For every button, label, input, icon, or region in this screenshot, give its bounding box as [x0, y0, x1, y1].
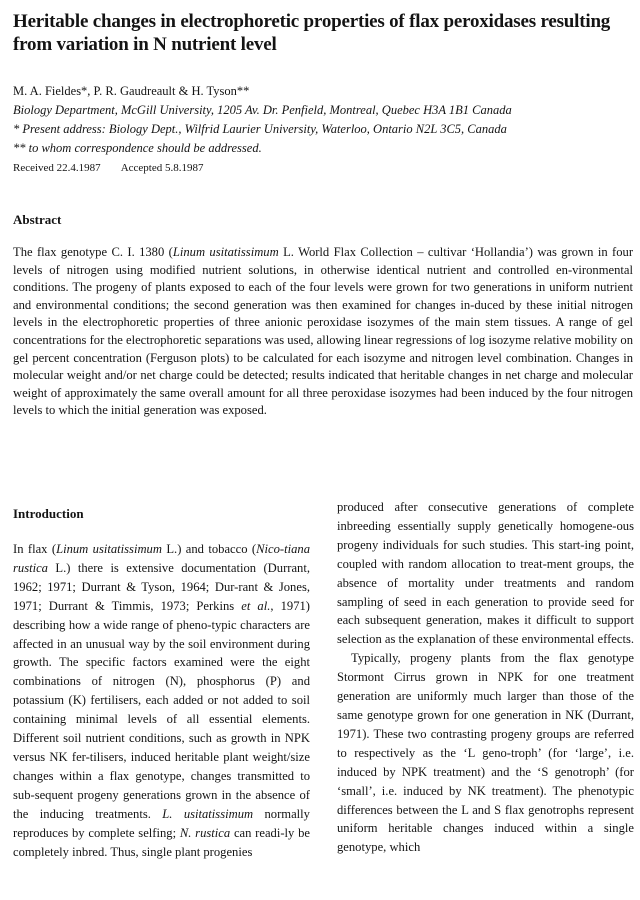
abstract-text: The flax genotype C. I. 1380 (Linum usitatissimum L. World Flax Collection – cultivar ‘Hollandia’) was grown in four levels of nitrogen using modified nutrient solutions, in otherwise identical nutrient and controlled en-vironmental conditions. The progeny of plants exposed to each of the four levels were grown for two generations in uniform nutrient and environmental conditions; the second generation was then examined for changes in-duced by these initial nitrogen levels in the electrophoretic properties of three anionic peroxidase isozymes of the main stem tissues. A range of gel concentrations for the electrophoretic separations was used, allowing linear regressions of log isozyme relative mobility on gel percent concentration (Ferguson plots) to be calculated for each isozyme and nitrogen level combination. Changes in molecular weight and/or net charge could be detected; results indicated that heritable changes in net charge and molecular weight of approximately the same overall amount for all three peroxidase isozymes had been induced by the four nitrogen levels to which the initial generation was exposed.	[13, 245, 634, 418]
introduction-heading: Introduction	[13, 506, 84, 521]
present-address: * Present address: Biology Dept., Wilfrid Laurier University, Waterloo, Ontario N2L 3C5, Canada	[13, 122, 507, 136]
article-title: Heritable changes in electrophoretic properties of flax peroxidases resulting from variation in N nutrient level	[13, 11, 611, 55]
introduction-paragraph: In flax (Linum usitatissimum L.) and tobacco (Nico-tiana rustica L.) there is extensive documentation (Durrant, 1962; 1971; Durrant & Tyson, 1964; Dur-rant & Jones, 1971; Durrant & Timmis, 1973; Perkins et al., 1971) describing how a wide range of pheno-typic characters are affected in an unusual way by the soil environment during growth. The specific factors examined were the eight combinations of nitrogen (N), phosphorus (P) and potassium (K) fertilisers, each added or not added to soil containing minimal levels of all essential elements. Different soil nutrient conditions, such as growth in NPK versus NK fer-tilisers, induced heritable plant weight/size changes within a flax genotype, changes transmitted to sub-sequent progeny generations grown in the absence of the inducing treatments. L. usitatissimum normally reproduces by complete selfing; N. rustica can readi-ly be completely inbred. Thus, single plant progenies	[13, 542, 311, 859]
abstract-heading: Abstract	[13, 212, 62, 227]
accepted-date: Accepted 5.8.1987	[120, 162, 204, 174]
submission-dates	[13, 160, 413, 176]
correspondence-note: ** to whom correspondence should be addressed.	[13, 141, 262, 155]
introduction-column-left	[13, 540, 310, 861]
introduction-paragraph: produced after consecutive generations of complete inbreeding essentially supply genetically homogene-ous progeny individuals for such studies. This start-ing point, coupled with random allocation to treat-ment groups, the absence of mortality under treatments and random sampling of seed in each generation to provide seed for each subsequent generation, makes it difficult to support selection as the explanation of these environmental effects.	[337, 500, 635, 647]
introduction-column-right	[337, 498, 634, 857]
introduction-paragraph: Typically, progeny plants from the flax genotype Stormont Cirrus grown in NPK for one treatment generation are uniformly much larger than those of the same genotype grown for one generation in NK (Durrant, 1971). These two contrasting progeny groups are referred to respectively as the ‘L geno-troph’ (for ‘large’, i.e. induced by NPK treatment) and the ‘S genotroph’ (for ‘small’, i.e. induced by NK treatment). The phenotypic differences between the L and S flax genotrophs represent uniform heritable changes induced within a single genotype, which	[337, 651, 634, 855]
author-list: M. A. Fieldes*, P. R. Gaudreault & H. Tyson**	[13, 84, 250, 98]
affiliation: Biology Department, McGill University, 1205 Av. Dr. Penfield, Montreal, Quebec H3A 1B1 Canada	[13, 103, 512, 117]
received-date: Received 22.4.1987	[13, 162, 101, 174]
